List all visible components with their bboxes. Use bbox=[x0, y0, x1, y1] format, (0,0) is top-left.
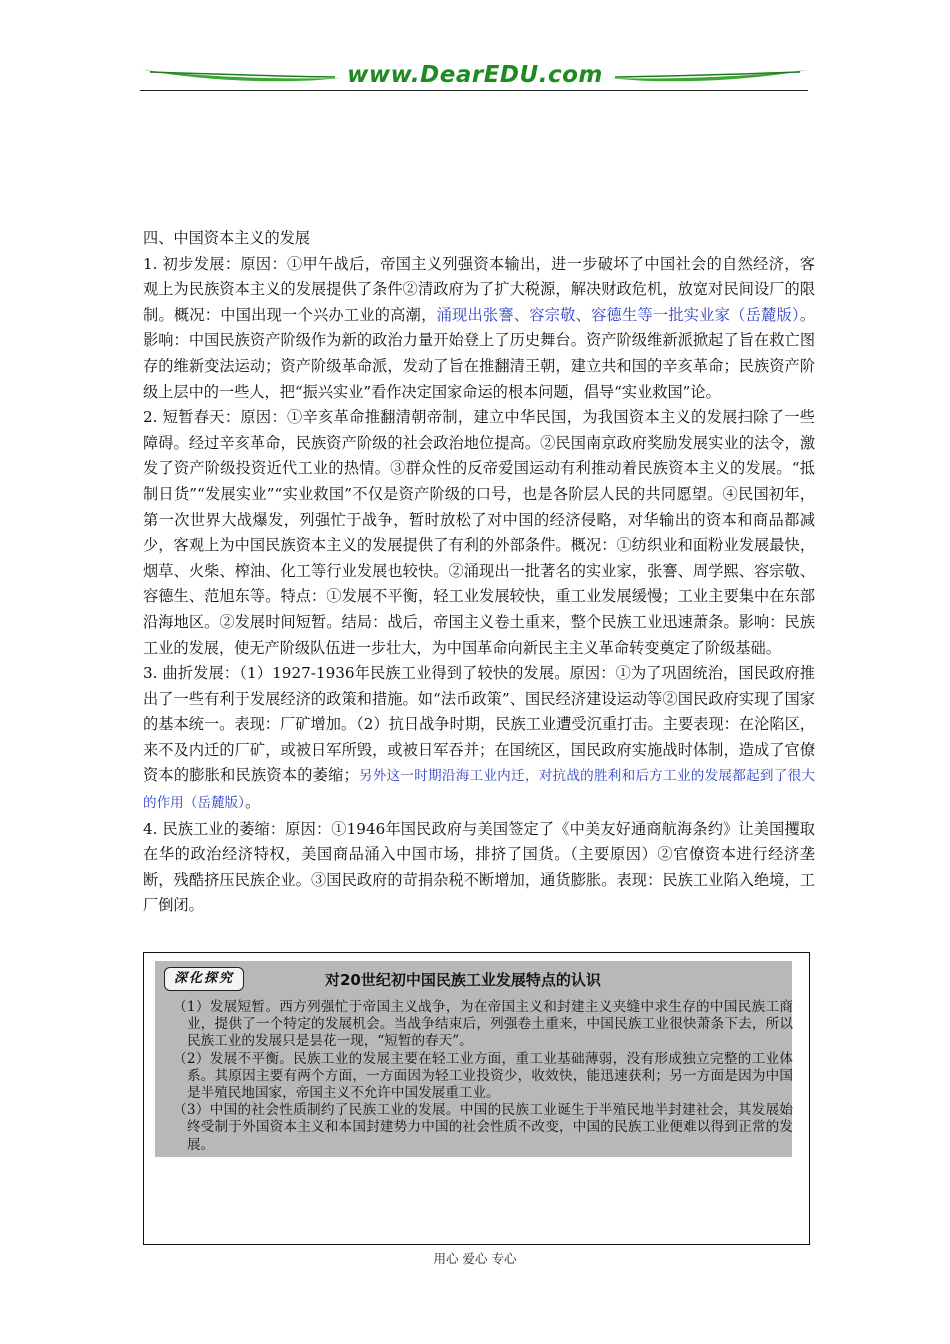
paragraph-3 bbox=[143, 661, 815, 817]
inquiry-badge: 深化探究 bbox=[164, 967, 244, 991]
paragraph-1-highlight: 涌现出张謇、容宗敬、容德生等一批实业家（岳麓版） bbox=[436, 305, 800, 324]
section-title: 四、中国资本主义的发展 bbox=[143, 229, 311, 247]
inquiry-item-1: （1）发展短暂。西方列强忙于帝国主义战争，为在帝国主义和封建主义夹缝中求生存的中国民族工商业，提供了一个特定的发展机会。当战争结束后，列强卷土重来，中国民族工业很快萧条下去，所以民族工业的发展只是昙花一现，“短暂的春天”。 bbox=[173, 999, 793, 1050]
paragraph-3-highlight: 另外这一时期沿海工业内迁，对抗战的胜利和后方工业的发展都起到了很大的作用（岳麓版） bbox=[143, 768, 815, 812]
page-footer: 用心 爱心 专心 bbox=[433, 1251, 517, 1266]
inquiry-title: 对20世纪初中国民族工业发展特点的认识 bbox=[325, 971, 601, 989]
inquiry-item-2: （2）发展不平衡。民族工业的发展主要在轻工业方面，重工业基础薄弱，没有形成独立完整的工业体系。其原因主要有两个方面，一方面因为轻工业投资少，收效快，能迅速获利；另一方面是因为中国是半殖民地国家，帝国主义不允许中国发展重工业。 bbox=[173, 1050, 793, 1102]
paragraph-3-text-b: 。 bbox=[244, 793, 261, 812]
inquiry-panel bbox=[155, 961, 792, 1157]
paragraph-1-text-b: 。影响：中国民族资产阶级作为新的政治力量开始登上了历史舞台。资产阶级维新派掀起了旨在救亡图存的维新变法运动；资产阶级革命派，发动了旨在推翻清王朝，建立共和国的辛亥革命；民族资产阶级上层中的一些人，把“振兴实业”看作决定国家命运的根本问题，倡导“实业救国”论。 bbox=[143, 305, 815, 401]
inquiry-items bbox=[173, 999, 793, 1154]
inquiry-item-3: （3）中国的社会性质制约了民族工业的发展。中国的民族工业诞生于半殖民地半封建社会，其发展始终受制于外国资本主义和本国封建势力中国的社会性质不改变，中国的民族工业便难以得到正常的发展。 bbox=[173, 1102, 793, 1153]
paragraph-2: 2. 短暂春天：原因：①辛亥革命推翻清朝帝制，建立中华民国，为我国资本主义的发展扫除了一些障碍。经过辛亥革命，民族资产阶级的社会政治地位提高。②民国南京政府奖励发展实业的法令，激发了资产阶级投资近代工业的热情。③群众性的反帝爱国运动有利推动着民族资本主义的发展。“抵制日货”“发展实业”“实业救国”不仅是资产阶级的口号，也是各阶层人民的共同愿望。④民国初年，第一次世界大战爆发，列强忙于战争，暂时放松了对中国的经济侵略，对华输出的资本和商品都减少，客观上为中国民族资本主义的发展提供了有利的外部条件。概况：①纺织业和面粉业发展最快，烟草、火柴、榨油、化工等行业发展也较快。②涌现出一批著名的实业家，张謇、周学熙、容宗敬、容德生、范旭东等。特点：①发展不平衡，轻工业发展较快，重工业发展缓慢；工业主要集中在东部沿海地区。②发展时间短暂。结局：战后，帝国主义卷土重来，整个民族工业迅速萧条。影响：民族工业的发展，使无产阶级队伍进一步壮大，为中国革命向新民主主义革命转变奠定了阶级基础。 bbox=[143, 408, 815, 657]
paragraph-3-text-a: 3. 曲折发展：（1）1927-1936年民族工业得到了较快的发展。原因：①为了巩固统治，国民政府推出了一些有利于发展经济的政策和措施。如“法币政策”、国民经济建设运动等②国民政府实现了国家的基本统一。表现：厂矿增加。（2）抗日战争时期，民族工业遭受沉重打击。主要表现：在沦陷区，来不及内迁的厂矿，或被日军所毁，或被日军吞并；在国统区，国民政府实施战时体制，造成了官僚资本的膨胀和民族资本的萎缩； bbox=[143, 664, 815, 785]
site-url: www.DearEDU.com bbox=[347, 62, 603, 88]
main-content bbox=[143, 226, 815, 919]
inquiry-box bbox=[143, 952, 810, 1245]
paragraph-1 bbox=[143, 252, 815, 406]
header-divider bbox=[140, 90, 808, 91]
paragraph-1-text-a: 1. 初步发展：原因：①甲午战后，帝国主义列强资本输出，进一步破坏了中国社会的自然经济，客观上为民族资本主义的发展提供了条件②清政府为了扩大税源，解决财政危机，放宽对民间设厂的限制。概况：中国出现一个兴办工业的高潮， bbox=[143, 254, 815, 324]
paragraph-4: 4. 民族工业的萎缩：原因：①1946年国民政府与美国签定了《中美友好通商航海条约》让美国攫取在华的政治经济特权，美国商品涌入中国市场，排挤了国货。（主要原因）②官僚资本进行经济垄断，残酷挤压民族企业。③国民政府的苛捐杂税不断增加，通货膨胀。表现：民族工业陷入绝境，工厂倒闭。 bbox=[143, 819, 815, 915]
